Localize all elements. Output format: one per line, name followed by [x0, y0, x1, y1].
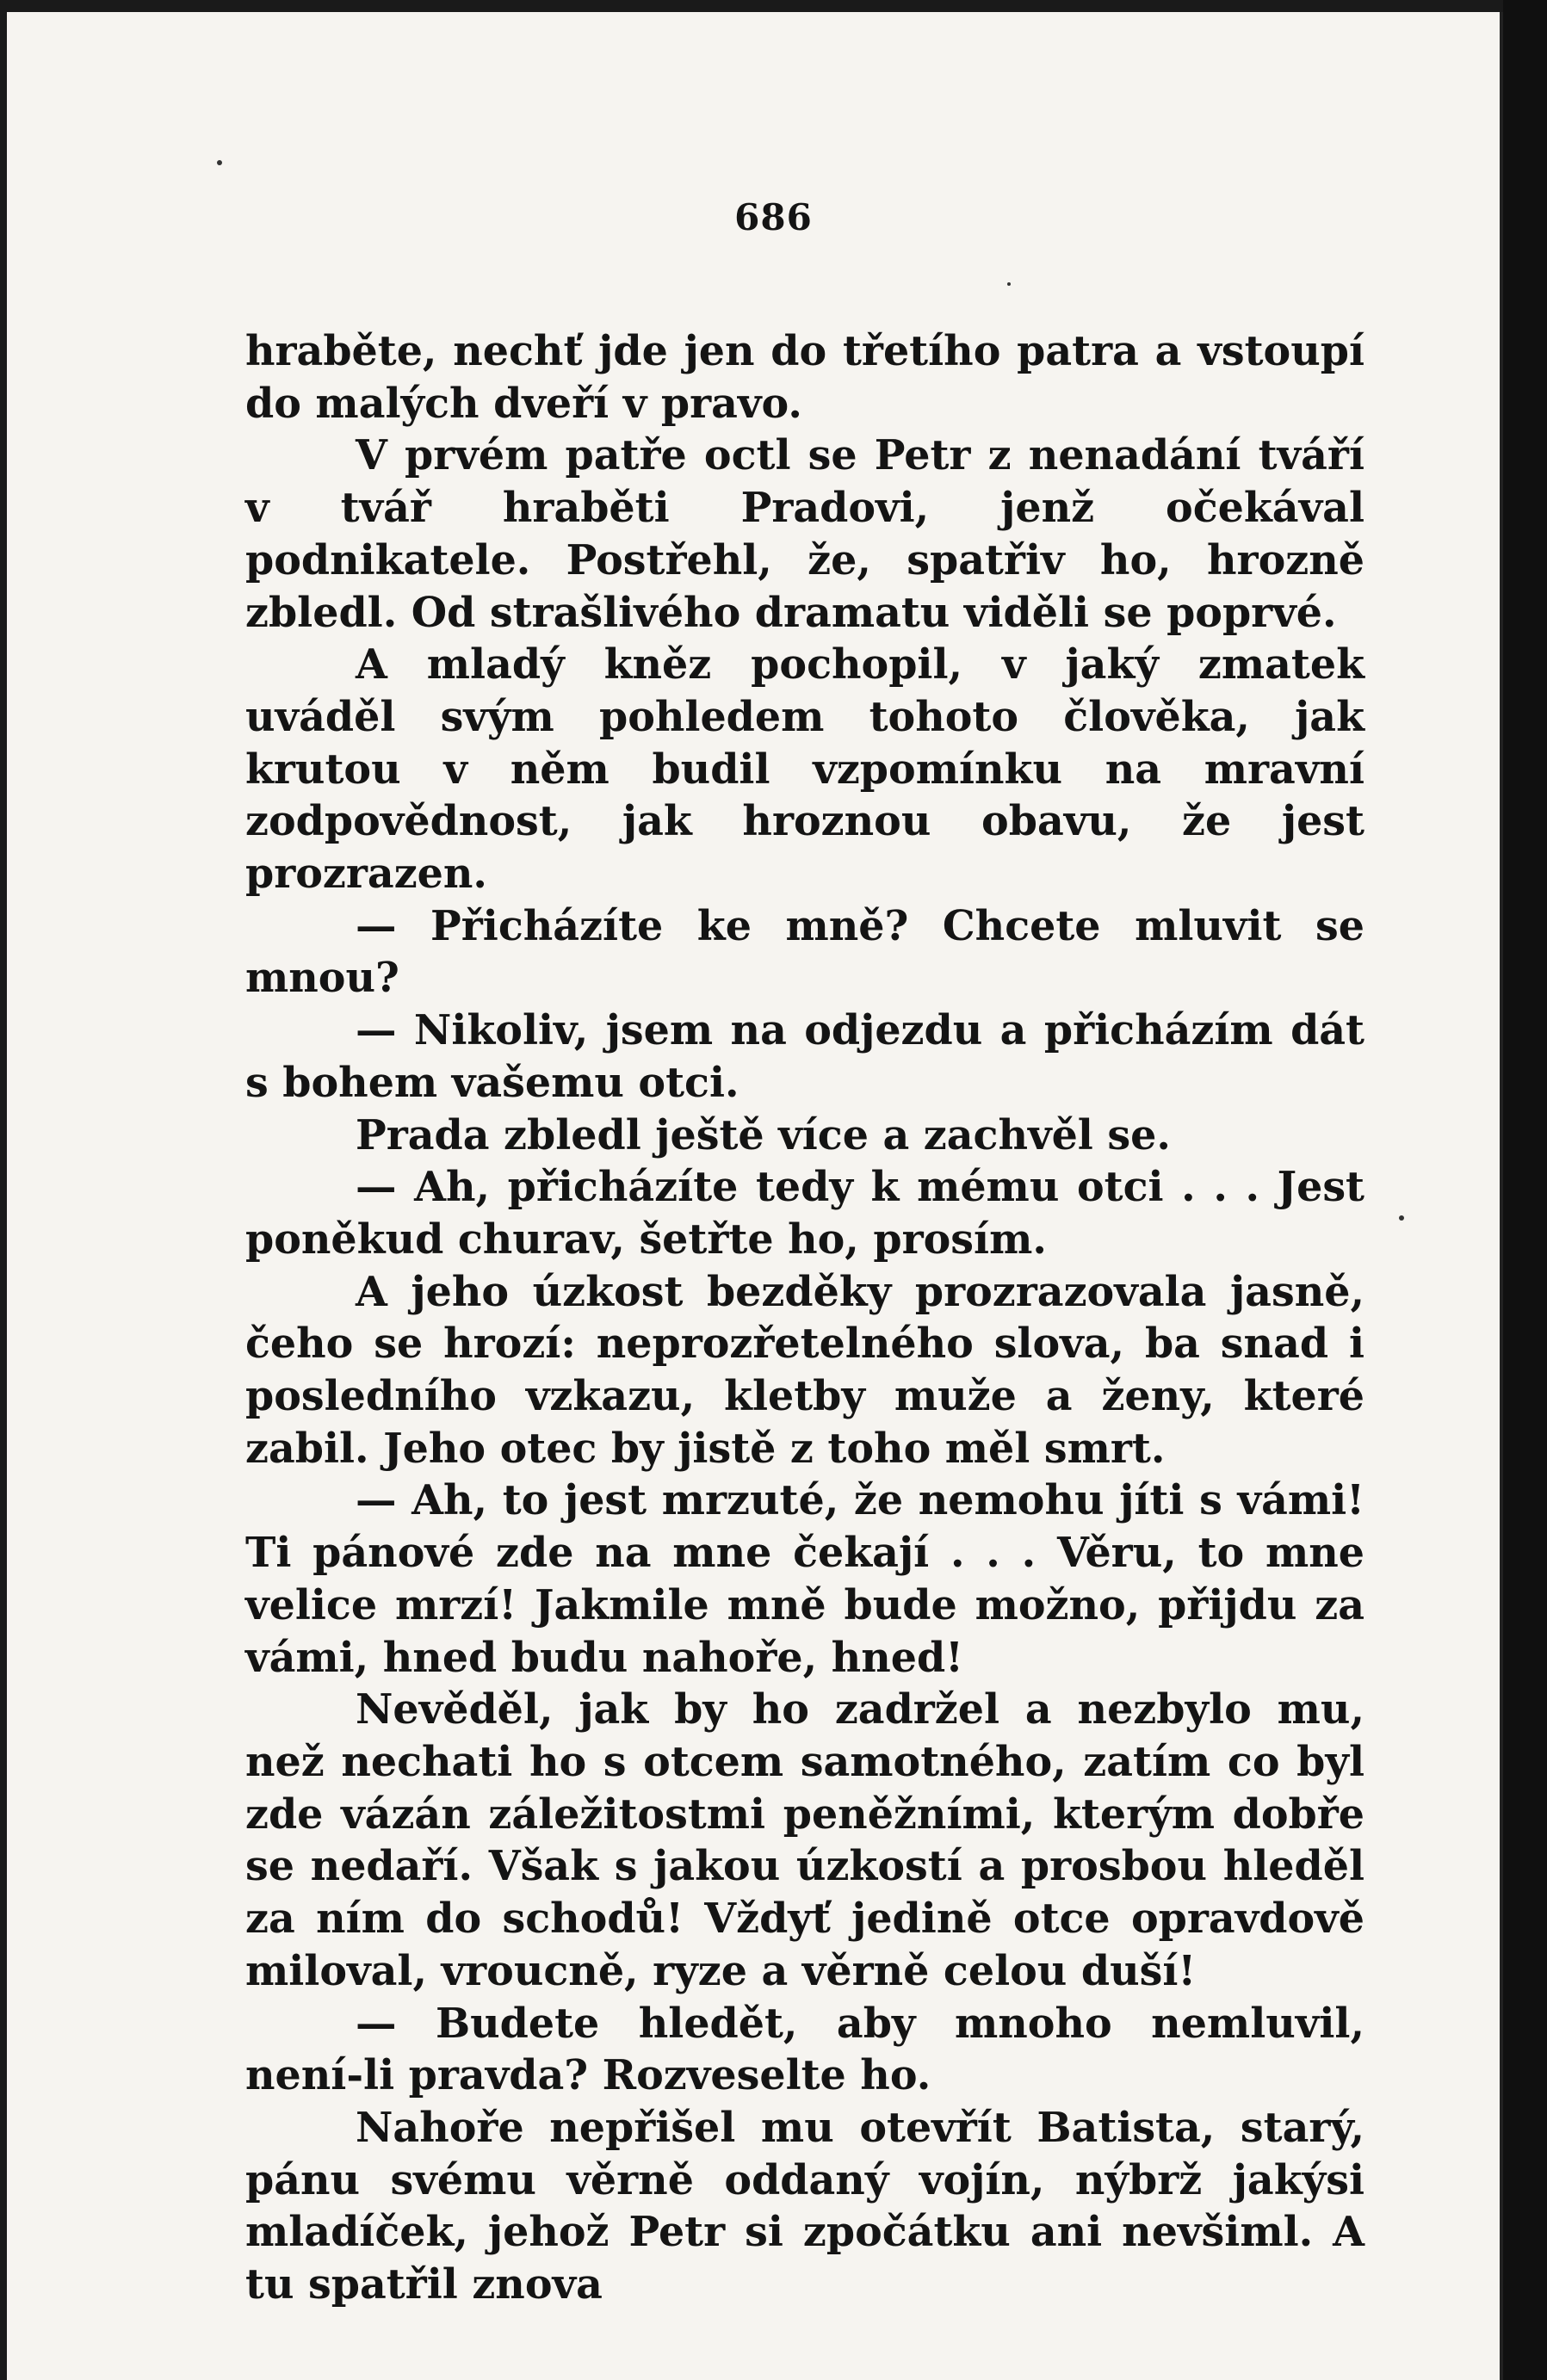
scan-speck: [1007, 282, 1011, 286]
scan-speck: [217, 160, 222, 165]
scan-speck: [1399, 1215, 1404, 1221]
scan-border-top: [0, 0, 1547, 12]
paragraph: hraběte, nechť jde jen do třetího patra a vstoupí do malých dveří v pravo.: [245, 327, 1364, 428]
dialogue-line: — Budete hledět, aby mnoho nemluvil, není-li pravda? Rozveselte ho.: [245, 1999, 1364, 2100]
scan-border-right: [1503, 0, 1547, 2380]
dialogue-line: — Ah, to jest mrzuté, že nemohu jíti s vámi! Ti pánové zde na mne čekají . . . Věru, to mne velice mrzí! Jakmile mně bude možno, přijdu za vámi, hned budu nahoře, hned!: [245, 1476, 1364, 1682]
page-number: 686: [734, 196, 813, 238]
paragraph: Nevěděl, jak by ho zadržel a nezbylo mu, než nechati ho s otcem samotného, zatím co byl zde vázán záležitostmi peněžními, kterým dobře se nedaří. Však s jakou úzkostí a prosbou hleděl za ním do schodů! Vždyť jedině otce opravdově miloval, vroucně, ryze a věrně celou duší!: [245, 1685, 1364, 1995]
dialogue-line: — Ah, přicházíte tedy k mému otci . . . Jest poněkud churav, šetřte ho, prosím.: [245, 1163, 1364, 1264]
dialogue-line: — Nikoliv, jsem na odjezdu a přicházím dát s bohem vašemu otci.: [245, 1006, 1364, 1107]
dialogue-line: — Přicházíte ke mně? Chcete mluvit se mnou?: [245, 901, 1364, 1003]
paragraph: A mladý kněz pochopil, v jaký zmatek uváděl svým pohledem tohoto člověka, jak krutou v něm budil vzpomínku na mravní zodpovědnost, jak hroznou obavu, že jest prozrazen.: [245, 640, 1364, 899]
paragraph: A jeho úzkost bezděky prozrazovala jasně, čeho se hrozí: neprozřetelného slova, ba snad i posledního vzkazu, kletby muže a ženy, které zabil. Jeho otec by jistě z toho měl smrt.: [245, 1267, 1364, 1473]
scan-border-left: [0, 0, 7, 2380]
body-text: [245, 325, 1364, 2311]
paragraph: V prvém patře octl se Petr z nenadání tváří v tvář hraběti Pradovi, jenž očekával podnikatele. Postřehl, že, spatřiv ho, hrozně zbledl. Od strašlivého dramatu viděli se poprvé.: [245, 431, 1364, 637]
paragraph: Nahoře nepřišel mu otevřít Batista, starý, pánu svému věrně oddaný vojín, nýbrž jakýsi mladíček, jehož Petr si zpočátku ani nevšiml. A tu spatřil znova: [245, 2103, 1364, 2309]
paragraph: Prada zbledl ještě více a zachvěl se.: [356, 1110, 1171, 1159]
